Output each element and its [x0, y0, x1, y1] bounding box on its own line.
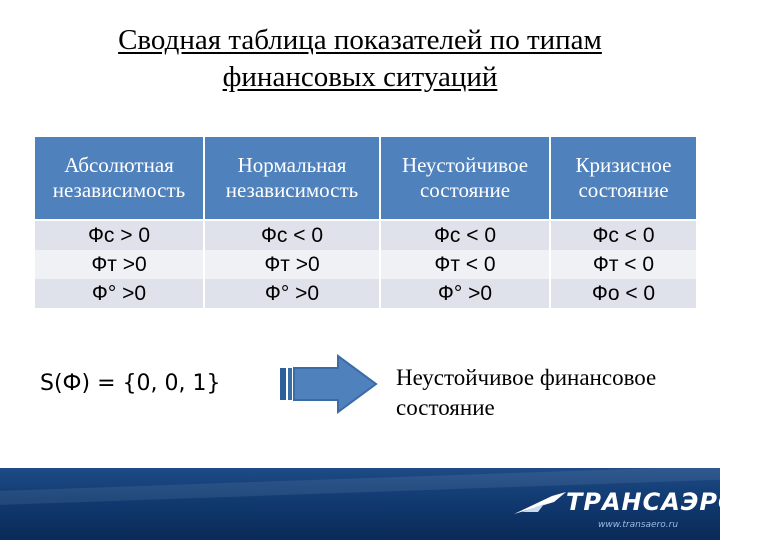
- table-cell: Ф° >0: [204, 279, 380, 308]
- result-text: Неустойчивое финансовое состояние: [396, 365, 657, 420]
- table-cell: Фс < 0: [204, 220, 380, 250]
- table-cell: Ф° >0: [380, 279, 550, 308]
- header-unstable-state: Неустойчивое состояние: [380, 136, 550, 220]
- table-row: [34, 279, 697, 308]
- header-crisis-state: Кризисное состояние: [550, 136, 697, 220]
- formula-text: S(Ф) = {0, 0, 1}: [40, 371, 221, 396]
- slide-title: Сводная таблица показателей по типам финансовых ситуаций: [118, 24, 602, 93]
- table-cell: Фс > 0: [34, 220, 204, 250]
- table-row: [34, 220, 697, 250]
- table-cell: Ф° >0: [34, 279, 204, 308]
- header-normal-independence: Нормальная независимость: [204, 136, 380, 220]
- right-arrow-icon: [280, 356, 378, 412]
- airline-logo-icon: [514, 492, 566, 514]
- table-cell: Фс < 0: [380, 220, 550, 250]
- table-row: [34, 250, 697, 279]
- footer-banner: [0, 468, 740, 540]
- logo-text: ТРАНСАЭРО: [566, 488, 740, 516]
- table-header-row: [34, 136, 697, 220]
- table-cell: Фт >0: [204, 250, 380, 279]
- table-cell: Фт >0: [34, 250, 204, 279]
- logo-url: www.transaero.ru: [598, 520, 679, 530]
- table-cell: Фт < 0: [380, 250, 550, 279]
- table-cell: Фт < 0: [550, 250, 697, 279]
- table-cell: Фс < 0: [550, 220, 697, 250]
- header-absolute-independence: Абсолютная независимость: [34, 136, 204, 220]
- summary-table: [33, 135, 698, 308]
- table-cell: Фо < 0: [550, 279, 697, 308]
